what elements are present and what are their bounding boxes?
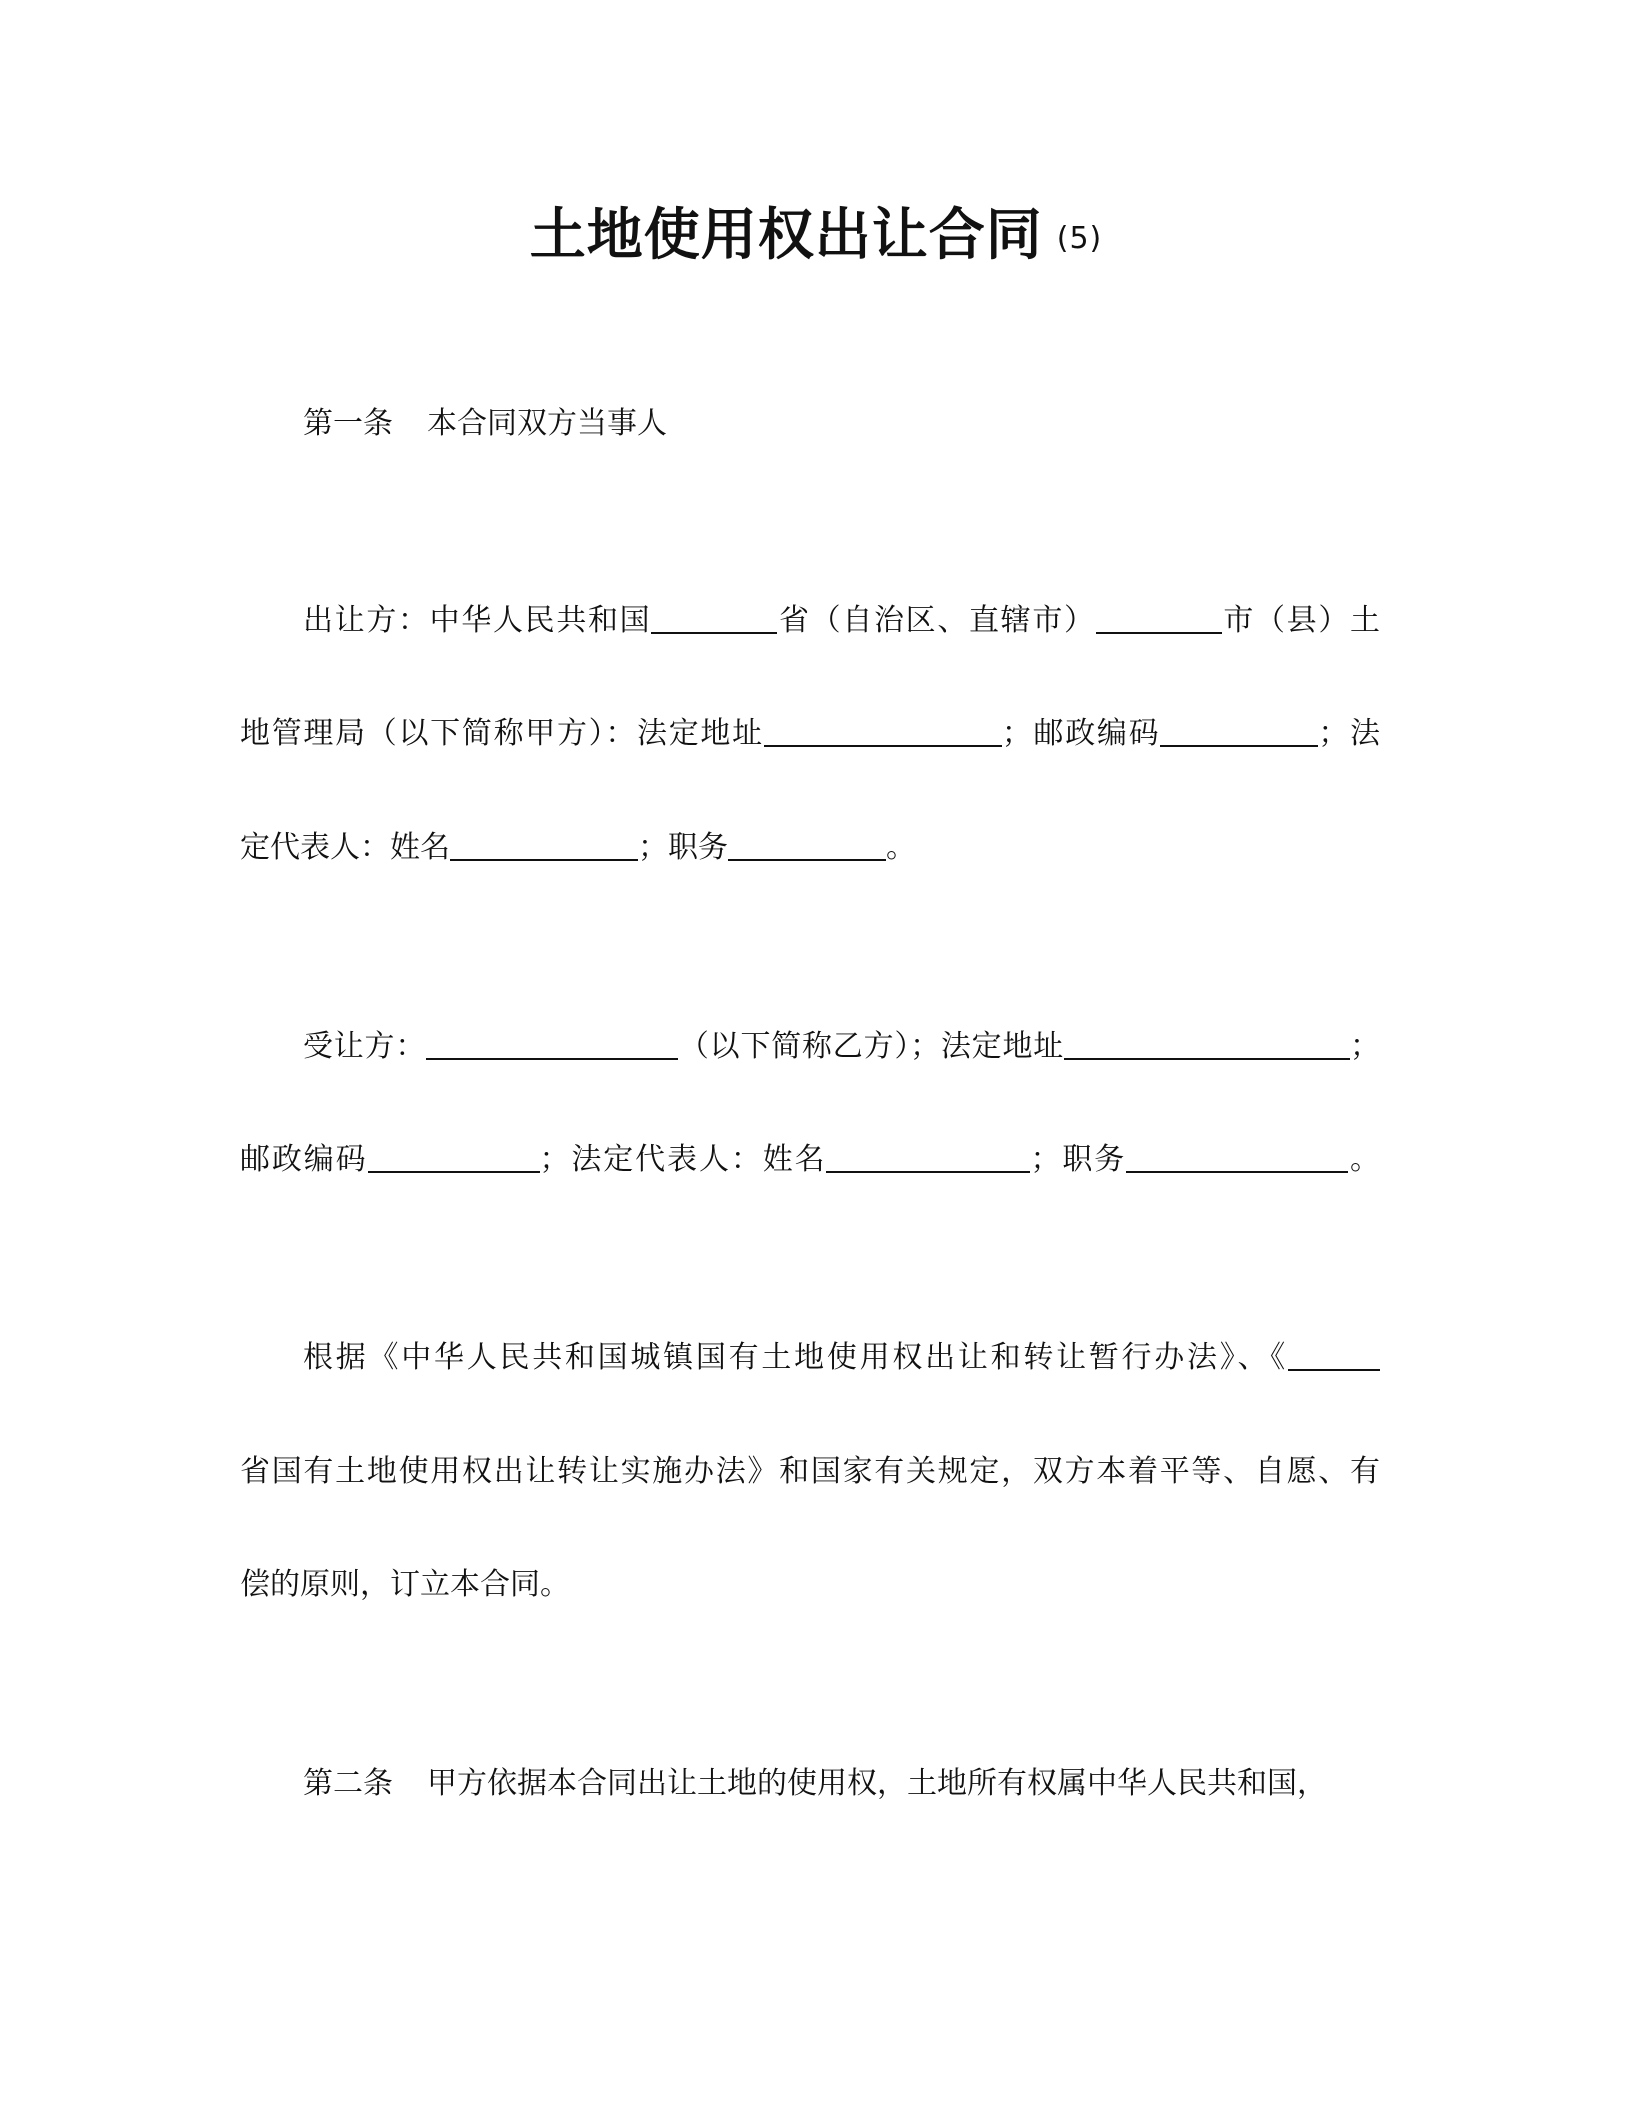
province-suffix: 省（自治区、直辖市）	[777, 603, 1096, 638]
transferor-label: 出让方：中华人民共和国	[303, 603, 652, 638]
transferee-line-1-tail: ；	[1350, 1029, 1381, 1064]
transferor-line-3	[240, 826, 1380, 870]
transferor-postcode-label: ；邮政编码	[1001, 716, 1161, 751]
transferor-rep-name-label: 定代表人：姓名	[240, 830, 450, 865]
city-suffix: 市（县）土	[1221, 603, 1381, 638]
document-title	[0, 196, 1632, 279]
basis-text-1: 根据《中华人民共和国城镇国有土地使用权出让和转让暂行办法》、《	[303, 1340, 1288, 1375]
transferee-line-2	[240, 1138, 1380, 1182]
basis-text-3: 偿的原则，订立本合同。	[240, 1567, 570, 1602]
transferee-postcode-label: 邮政编码	[240, 1142, 368, 1177]
transferee-line-1	[303, 1025, 1380, 1069]
transferee-postcode-blank[interactable]	[368, 1141, 540, 1173]
article-1-heading	[303, 402, 1380, 446]
article-2-number: 第二条	[303, 1766, 393, 1801]
basis-line-1	[303, 1336, 1380, 1380]
transferee-name-blank[interactable]	[426, 1028, 678, 1060]
transferee-rep-name-label: ；法定代表人：姓名	[539, 1142, 827, 1177]
transferor-rep-title-label: ；职务	[638, 830, 728, 865]
basis-text-2: 省国有土地使用权出让转让实施办法》和国家有关规定，双方本着平等、自愿、有	[240, 1454, 1380, 1489]
transferor-address-label: 地管理局（以下简称甲方）：法定地址	[240, 716, 764, 751]
transferor-postcode-blank[interactable]	[1160, 715, 1318, 747]
basis-line-3	[240, 1563, 1380, 1607]
article-1-title: 本合同双方当事人	[427, 406, 667, 441]
transferee-label: 受让方：	[303, 1029, 427, 1064]
article-2-text: 甲方依据本合同出让土地的使用权，土地所有权属中华人民共和国，	[427, 1766, 1327, 1801]
transferor-rep-name-blank[interactable]	[450, 829, 638, 861]
title-text: 土地使用权出让合同	[529, 203, 1043, 268]
transferor-rep-title-blank[interactable]	[728, 829, 886, 861]
city-blank[interactable]	[1096, 602, 1222, 634]
transferor-line-3-tail: 。	[886, 830, 916, 865]
transferor-address-blank[interactable]	[764, 715, 1002, 747]
basis-line-2	[240, 1450, 1380, 1494]
article-2-line-1	[303, 1762, 1380, 1806]
transferor-line-1	[303, 599, 1380, 643]
transferee-address-label: （以下简称乙方）；法定地址	[678, 1029, 1065, 1064]
transferor-line-2	[240, 712, 1380, 756]
transferee-rep-title-blank[interactable]	[1126, 1141, 1348, 1173]
transferee-address-blank[interactable]	[1064, 1028, 1350, 1060]
transferee-rep-title-label: ；职务	[1030, 1142, 1127, 1177]
transferee-line-2-tail: 。	[1348, 1142, 1381, 1177]
article-1-number: 第一条	[303, 406, 393, 441]
transferor-line-2-tail: ；法	[1318, 716, 1381, 751]
transferee-rep-name-blank[interactable]	[826, 1141, 1030, 1173]
province-blank[interactable]	[651, 602, 777, 634]
title-suffix: (5)	[1056, 221, 1103, 256]
province-regulation-blank[interactable]	[1288, 1339, 1380, 1371]
